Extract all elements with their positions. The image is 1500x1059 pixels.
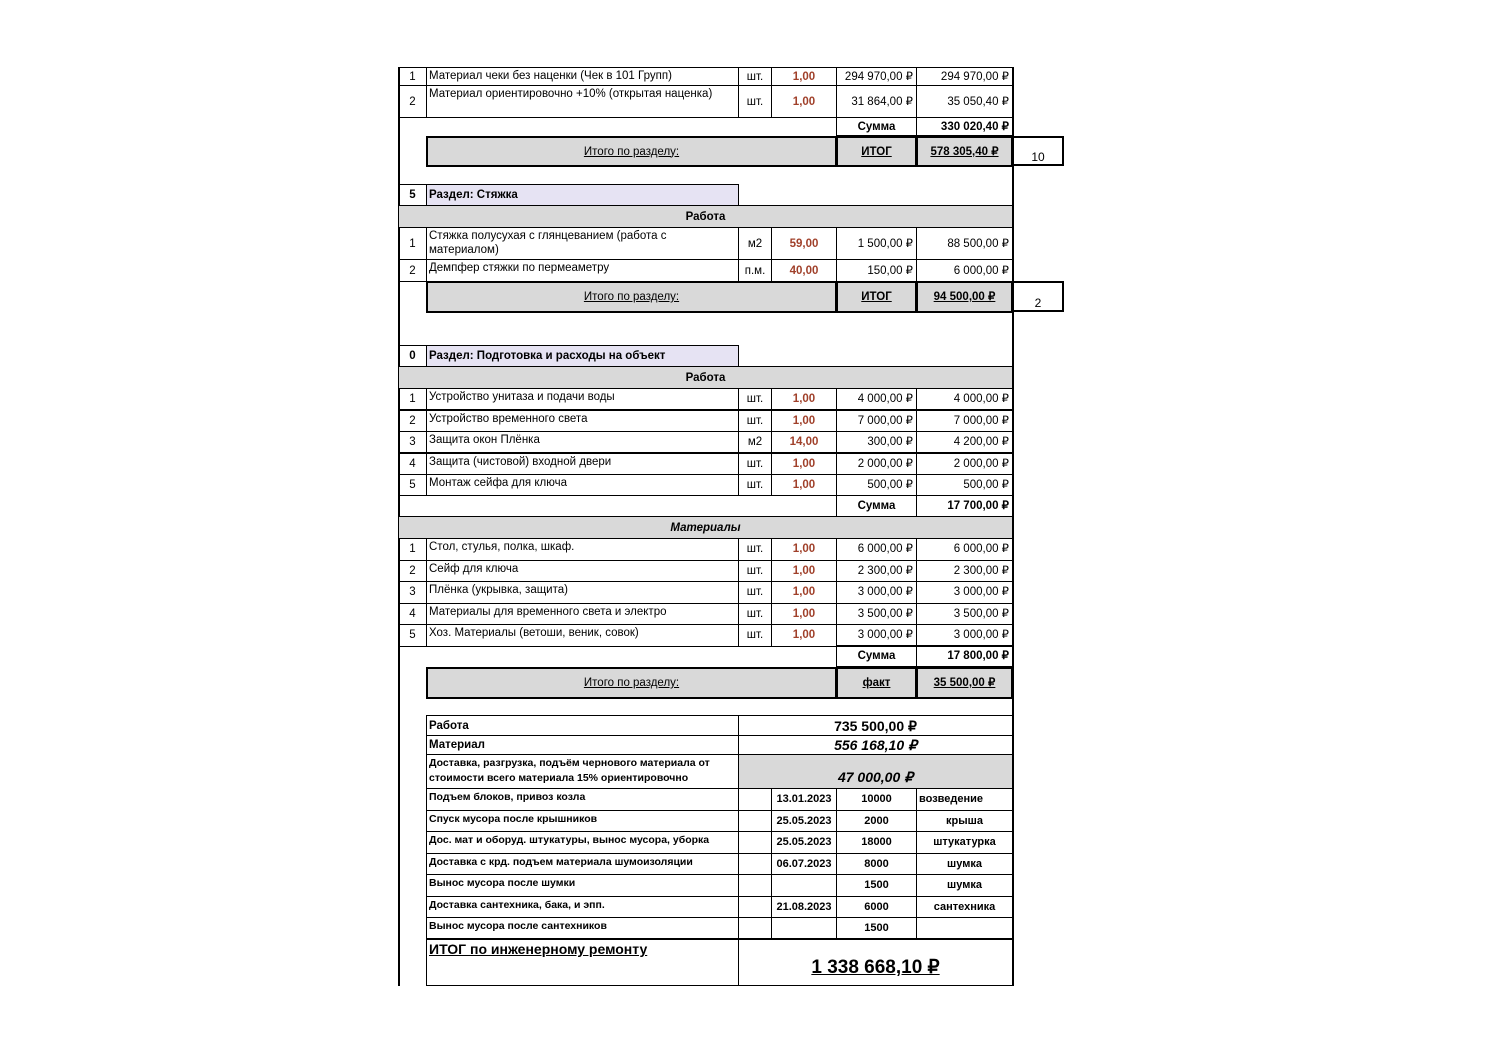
summary-material-value: 556 168,10 ₽ bbox=[738, 735, 1013, 755]
logistics-date: 13.01.2023 bbox=[771, 788, 837, 811]
summary-delivery-value: 47 000,00 ₽ bbox=[738, 754, 1013, 789]
section-number: 5 bbox=[398, 184, 427, 206]
item-name: Защита окон Плёнка bbox=[426, 431, 739, 453]
item-price: 294 970,00 ₽ bbox=[836, 67, 917, 86]
item-price: 3 500,00 ₽ bbox=[836, 603, 917, 626]
item-unit: шт. bbox=[738, 603, 772, 626]
logistics-date: 25.05.2023 bbox=[771, 810, 837, 833]
sum-spacer bbox=[398, 495, 837, 517]
item-qty: 1,00 bbox=[771, 581, 837, 604]
logistics-note: шумка bbox=[916, 874, 1013, 897]
work-header: Работа bbox=[398, 366, 1013, 389]
section-total-label: Итого по разделу: bbox=[426, 667, 837, 699]
row-number: 4 bbox=[398, 453, 427, 475]
logistics-amount: 8000 bbox=[836, 853, 917, 876]
logistics-amount: 1500 bbox=[836, 874, 917, 897]
item-total: 2 300,00 ₽ bbox=[916, 560, 1013, 583]
logistics-blank bbox=[738, 917, 772, 940]
side-note: 2 bbox=[1012, 281, 1064, 312]
item-unit: шт. bbox=[738, 85, 772, 118]
section-title: Раздел: Подготовка и расходы на объект bbox=[426, 345, 739, 367]
item-price: 3 000,00 ₽ bbox=[836, 581, 917, 604]
row-number: 2 bbox=[398, 410, 427, 432]
row-number: 3 bbox=[398, 581, 427, 604]
row-number: 5 bbox=[398, 474, 427, 496]
item-unit: шт. bbox=[738, 624, 772, 647]
section-total-value: 35 500,00 ₽ bbox=[916, 667, 1013, 699]
item-qty: 59,00 bbox=[771, 227, 837, 260]
sum-value: 17 800,00 ₽ bbox=[916, 645, 1013, 667]
item-total: 4 000,00 ₽ bbox=[916, 388, 1013, 410]
item-total: 6 000,00 ₽ bbox=[916, 538, 1013, 561]
logistics-note: сантехника bbox=[916, 896, 1013, 919]
row-number: 3 bbox=[398, 431, 427, 453]
materials-header: Материалы bbox=[398, 516, 1013, 539]
item-unit: п.м. bbox=[738, 259, 772, 282]
logistics-blank bbox=[738, 853, 772, 876]
item-qty: 1,00 bbox=[771, 560, 837, 583]
grand-total-label: ИТОГ по инженерному ремонту bbox=[426, 938, 739, 986]
item-total: 294 970,00 ₽ bbox=[916, 67, 1013, 86]
item-name: Хоз. Материалы (ветоши, веник, совок) bbox=[426, 624, 739, 647]
item-qty: 40,00 bbox=[771, 259, 837, 282]
item-unit: м2 bbox=[738, 227, 772, 260]
item-unit: шт. bbox=[738, 538, 772, 561]
logistics-amount: 1500 bbox=[836, 917, 917, 940]
section-number: 0 bbox=[398, 345, 427, 367]
logistics-date bbox=[771, 874, 837, 897]
item-total: 2 000,00 ₽ bbox=[916, 453, 1013, 475]
logistics-amount: 6000 bbox=[836, 896, 917, 919]
logistics-date bbox=[771, 917, 837, 940]
work-header: Работа bbox=[398, 205, 1013, 228]
item-total: 7 000,00 ₽ bbox=[916, 410, 1013, 432]
item-total: 500,00 ₽ bbox=[916, 474, 1013, 496]
item-qty: 1,00 bbox=[771, 453, 837, 475]
row-number: 4 bbox=[398, 603, 427, 626]
logistics-note bbox=[916, 917, 1013, 940]
row-number: 2 bbox=[398, 560, 427, 583]
row-number: 5 bbox=[398, 624, 427, 647]
item-total: 6 000,00 ₽ bbox=[916, 259, 1013, 282]
item-qty: 1,00 bbox=[771, 603, 837, 626]
row-number: 1 bbox=[398, 538, 427, 561]
logistics-name: Вынос мусора после шумки bbox=[426, 874, 739, 897]
summary-material-label: Материал bbox=[426, 735, 739, 755]
logistics-name: Вынос мусора после сантехников bbox=[426, 917, 739, 940]
item-price: 31 864,00 ₽ bbox=[836, 85, 917, 118]
sum-value: 330 020,40 ₽ bbox=[916, 117, 1013, 136]
item-name: Плёнка (укрывка, защита) bbox=[426, 581, 739, 604]
item-price: 500,00 ₽ bbox=[836, 474, 917, 496]
summary-work-value: 735 500,00 ₽ bbox=[738, 715, 1013, 736]
summary-delivery-label: Доставка, разгрузка, подъём чернового материала от стоимости всего материала 15% ориентировочно bbox=[426, 754, 739, 789]
item-price: 1 500,00 ₽ bbox=[836, 227, 917, 260]
logistics-note: крыша bbox=[916, 810, 1013, 833]
logistics-date: 21.08.2023 bbox=[771, 896, 837, 919]
logistics-name: Подъем блоков, привоз козла bbox=[426, 788, 739, 811]
item-price: 150,00 ₽ bbox=[836, 259, 917, 282]
item-price: 3 000,00 ₽ bbox=[836, 624, 917, 647]
item-unit: шт. bbox=[738, 581, 772, 604]
logistics-note: возведение bbox=[916, 788, 1013, 811]
item-total: 4 200,00 ₽ bbox=[916, 431, 1013, 453]
item-qty: 1,00 bbox=[771, 474, 837, 496]
item-name: Монтаж сейфа для ключа bbox=[426, 474, 739, 496]
item-unit: шт. bbox=[738, 453, 772, 475]
logistics-note: шумка bbox=[916, 853, 1013, 876]
logistics-blank bbox=[738, 896, 772, 919]
section-total-label: Итого по разделу: bbox=[426, 136, 837, 167]
section-title: Раздел: Стяжка bbox=[426, 184, 739, 206]
item-qty: 1,00 bbox=[771, 410, 837, 432]
item-qty: 1,00 bbox=[771, 624, 837, 647]
row-number: 2 bbox=[398, 85, 427, 118]
item-unit: шт. bbox=[738, 388, 772, 410]
logistics-note: штукатурка bbox=[916, 831, 1013, 854]
item-name: Демпфер стяжки по пермеаметру bbox=[426, 259, 739, 282]
sum-value: 17 700,00 ₽ bbox=[916, 495, 1013, 517]
section-total-kind: факт bbox=[836, 667, 917, 699]
section-total-label: Итого по разделу: bbox=[426, 281, 837, 313]
item-total: 3 000,00 ₽ bbox=[916, 581, 1013, 604]
logistics-name: Дос. мат и оборуд. штукатуры, вынос мусора, уборка bbox=[426, 831, 739, 854]
logistics-blank bbox=[738, 831, 772, 854]
logistics-amount: 10000 bbox=[836, 788, 917, 811]
item-name: Устройство унитаза и подачи воды bbox=[426, 388, 739, 410]
logistics-date: 06.07.2023 bbox=[771, 853, 837, 876]
row-number: 1 bbox=[398, 67, 427, 86]
section-total-value: 578 305,40 ₽ bbox=[916, 136, 1013, 167]
item-qty: 1,00 bbox=[771, 388, 837, 410]
logistics-blank bbox=[738, 810, 772, 833]
item-unit: шт. bbox=[738, 67, 772, 86]
item-name: Стол, стулья, полка, шкаф. bbox=[426, 538, 739, 561]
section-total-value: 94 500,00 ₽ bbox=[916, 281, 1013, 313]
logistics-amount: 2000 bbox=[836, 810, 917, 833]
sum-label: Сумма bbox=[836, 117, 917, 136]
item-name: Материал ориентировочно +10% (открытая наценка) bbox=[426, 85, 739, 118]
item-price: 6 000,00 ₽ bbox=[836, 538, 917, 561]
logistics-blank bbox=[738, 788, 772, 811]
item-total: 3 000,00 ₽ bbox=[916, 624, 1013, 647]
row-number: 1 bbox=[398, 227, 427, 260]
section-total-kind: ИТОГ bbox=[836, 281, 917, 313]
item-total: 88 500,00 ₽ bbox=[916, 227, 1013, 260]
grand-total-value: 1 338 668,10 ₽ bbox=[738, 938, 1013, 986]
item-qty: 1,00 bbox=[771, 85, 837, 118]
logistics-name: Доставка сантехника, бака, и эпп. bbox=[426, 896, 739, 919]
item-qty: 14,00 bbox=[771, 431, 837, 453]
item-total: 35 050,40 ₽ bbox=[916, 85, 1013, 118]
sum-label: Сумма bbox=[836, 645, 917, 667]
item-unit: шт. bbox=[738, 560, 772, 583]
item-price: 2 300,00 ₽ bbox=[836, 560, 917, 583]
item-name: Материал чеки без наценки (Чек в 101 Групп) bbox=[426, 67, 739, 86]
row-number: 1 bbox=[398, 388, 427, 410]
item-name: Материалы для временного света и электро bbox=[426, 603, 739, 626]
item-price: 7 000,00 ₽ bbox=[836, 410, 917, 432]
sum-spacer bbox=[398, 645, 837, 667]
logistics-date: 25.05.2023 bbox=[771, 831, 837, 854]
item-price: 2 000,00 ₽ bbox=[836, 453, 917, 475]
logistics-blank bbox=[738, 874, 772, 897]
item-unit: шт. bbox=[738, 474, 772, 496]
side-note: 10 bbox=[1012, 136, 1064, 166]
item-name: Сейф для ключа bbox=[426, 560, 739, 583]
row-number: 2 bbox=[398, 259, 427, 282]
item-price: 4 000,00 ₽ bbox=[836, 388, 917, 410]
section-total-kind: ИТОГ bbox=[836, 136, 917, 167]
logistics-name: Доставка с крд. подъем материала шумоизоляции bbox=[426, 853, 739, 876]
item-qty: 1,00 bbox=[771, 538, 837, 561]
item-unit: шт. bbox=[738, 410, 772, 432]
item-name: Устройство временного света bbox=[426, 410, 739, 432]
logistics-name: Спуск мусора после крышников bbox=[426, 810, 739, 833]
item-name: Стяжка полусухая с глянцеванием (работа с материалом) bbox=[426, 227, 739, 260]
sum-spacer bbox=[398, 117, 837, 136]
item-total: 3 500,00 ₽ bbox=[916, 603, 1013, 626]
logistics-amount: 18000 bbox=[836, 831, 917, 854]
summary-work-label: Работа bbox=[426, 715, 739, 736]
item-price: 300,00 ₽ bbox=[836, 431, 917, 453]
item-unit: м2 bbox=[738, 431, 772, 453]
sum-label: Сумма bbox=[836, 495, 917, 517]
item-qty: 1,00 bbox=[771, 67, 837, 86]
item-name: Защита (чистовой) входной двери bbox=[426, 453, 739, 475]
